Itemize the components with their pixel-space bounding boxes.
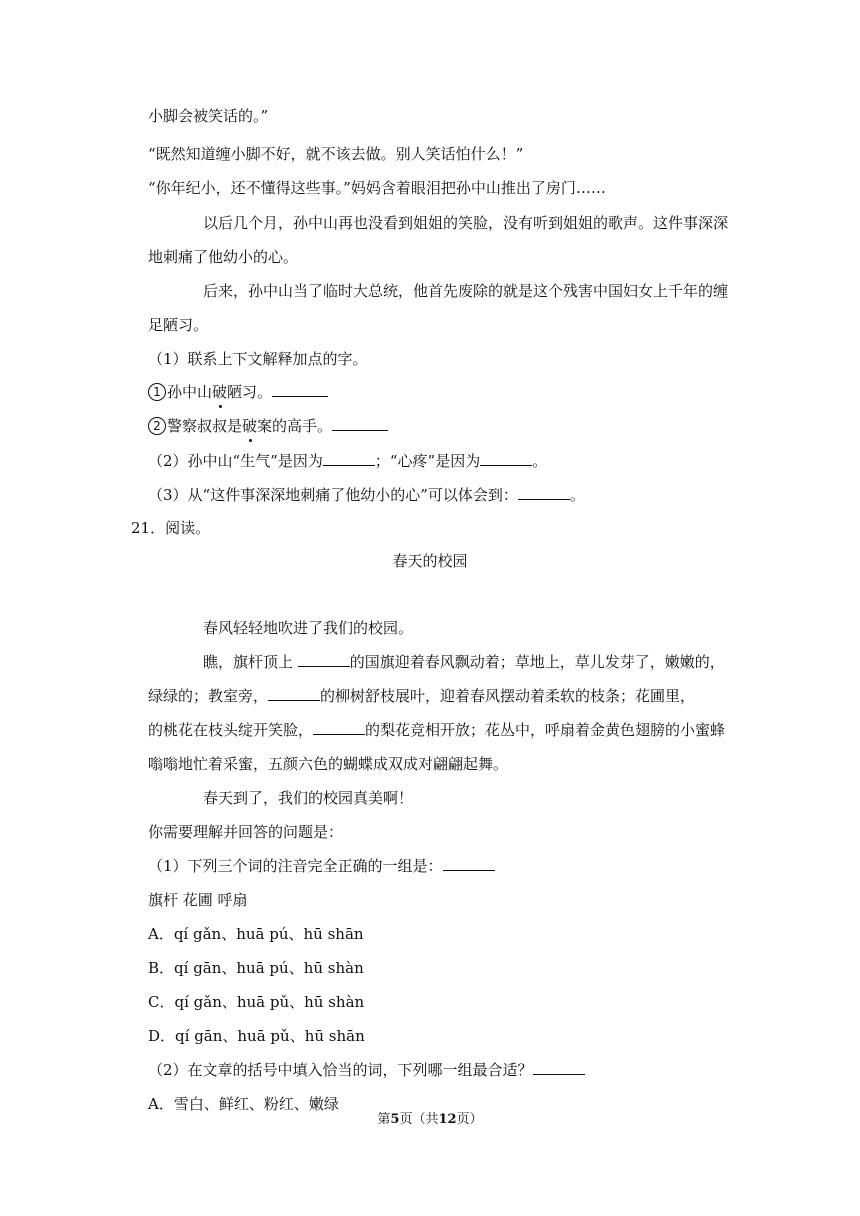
question-text: 。 xyxy=(532,452,548,470)
answer-blank[interactable] xyxy=(272,382,328,397)
q20-item1 xyxy=(148,382,328,402)
passage-text: 的桃花在枝头绽开笑脸， xyxy=(148,721,314,739)
item-text: 案的高手。 xyxy=(257,417,333,435)
item-text: 警察叔叔是 xyxy=(167,417,243,435)
item-text: 孙中山 xyxy=(167,383,213,401)
passage-line: 嗡嗡地忙着采蜜，五颜六色的蝴蝶成双成对翩翩起舞。 xyxy=(148,755,509,773)
answer-blank[interactable] xyxy=(298,652,350,667)
q20-item2 xyxy=(148,416,388,436)
answer-blank[interactable] xyxy=(332,416,388,431)
passage-text: 的梨花竞相开放；花丛中，呼扇着金黄色翅膀的小蜜蜂 xyxy=(365,721,726,739)
option-d[interactable]: D．qí gān、huā pǔ、hū shān xyxy=(148,1027,365,1045)
story-paragraph-line: 地刺痛了他幼小的心。 xyxy=(148,248,299,266)
total-pages: 12 xyxy=(438,1112,457,1127)
q21-label: 21．阅读。 xyxy=(131,519,211,537)
q21-sub1 xyxy=(148,856,495,876)
dotted-char: 破 xyxy=(242,417,258,435)
passage-title: 春天的校园 xyxy=(392,552,468,570)
passage-line xyxy=(148,686,695,706)
question-text: （1）下列三个词的注音完全正确的一组是： xyxy=(148,857,443,875)
answer-blank[interactable] xyxy=(480,451,532,466)
footer-text: 页） xyxy=(456,1112,483,1127)
passage-line xyxy=(203,652,725,672)
answer-blank[interactable] xyxy=(323,451,375,466)
q21-instruction: 你需要理解并回答的问题是： xyxy=(148,823,344,841)
question-text: （2）在文章的括号中填入恰当的词，下列哪一组最合适？ xyxy=(148,1061,533,1079)
q20-sub1: （1）联系上下文解释加点的字。 xyxy=(148,350,368,368)
answer-blank[interactable] xyxy=(313,720,365,735)
story-paragraph-line: 后来，孙中山当了临时大总统，他首先废除的就是这个残害中国妇女上千年的缠 xyxy=(203,282,729,300)
page-number: 5 xyxy=(390,1112,400,1127)
circled-number: 1 xyxy=(148,383,166,401)
passage-line xyxy=(148,720,725,740)
option-a[interactable]: A．qí gǎn、huā pú、hū shān xyxy=(148,925,364,943)
question-text: （3）从“这件事深深地刺痛了他幼小的心”可以体会到： xyxy=(148,486,518,504)
passage-line: 春风轻轻地吹进了我们的校园。 xyxy=(203,619,414,637)
option-b[interactable]: B．qí gān、huā pú、hū shàn xyxy=(148,959,364,977)
passage-text: 绿绿的；教室旁， xyxy=(148,687,269,705)
footer-text: 页（共 xyxy=(399,1112,439,1127)
passage-text: 的柳树舒枝展叶，迎着春风摆动着柔软的枝条；花圃里， xyxy=(320,687,696,705)
passage-line: 春天到了，我们的校园真美啊！ xyxy=(203,789,414,807)
story-line: “你年纪小，还不懂得这些事。”妈妈含着眼泪把孙中山推出了房门…… xyxy=(148,179,606,197)
page-footer xyxy=(0,1110,860,1130)
story-line: “既然知道缠小脚不好，就不该去做。别人笑话怕什么！” xyxy=(148,145,524,163)
answer-blank[interactable] xyxy=(518,485,570,500)
question-text: （2）孙中山“生气”是因为 xyxy=(148,452,323,470)
item-text: 陋习。 xyxy=(227,383,273,401)
q21-sub2 xyxy=(148,1060,585,1080)
q20-sub2 xyxy=(148,451,547,471)
q21-sub2-option-a[interactable]: A．雪白、鲜红、粉红、嫩绿 xyxy=(148,1095,339,1113)
question-text: ；“心疼”是因为 xyxy=(374,452,481,470)
story-paragraph-line: 以后几个月，孙中山再也没看到姐姐的笑脸，没有听到姐姐的歌声。这件事深深 xyxy=(203,214,729,232)
passage-text: 瞧，旗杆顶上 xyxy=(203,653,298,671)
q20-sub3 xyxy=(148,485,585,505)
passage-text: 的国旗迎着春风飘动着；草地上，草儿发芽了，嫩嫩的， xyxy=(349,653,725,671)
footer-text: 第 xyxy=(377,1112,391,1127)
dotted-char: 破 xyxy=(212,383,228,401)
story-paragraph-line: 足陋习。 xyxy=(148,316,209,334)
question-text: 。 xyxy=(569,486,585,504)
circled-number: 2 xyxy=(148,417,166,435)
answer-blank[interactable] xyxy=(533,1060,585,1075)
answer-blank[interactable] xyxy=(268,686,320,701)
q21-words: 旗杆 花圃 呼扇 xyxy=(148,891,248,909)
story-line: 小脚会被笑话的。” xyxy=(148,107,269,125)
answer-blank[interactable] xyxy=(443,856,495,871)
option-c[interactable]: C．qí gǎn、huā pǔ、hū shàn xyxy=(148,993,365,1011)
